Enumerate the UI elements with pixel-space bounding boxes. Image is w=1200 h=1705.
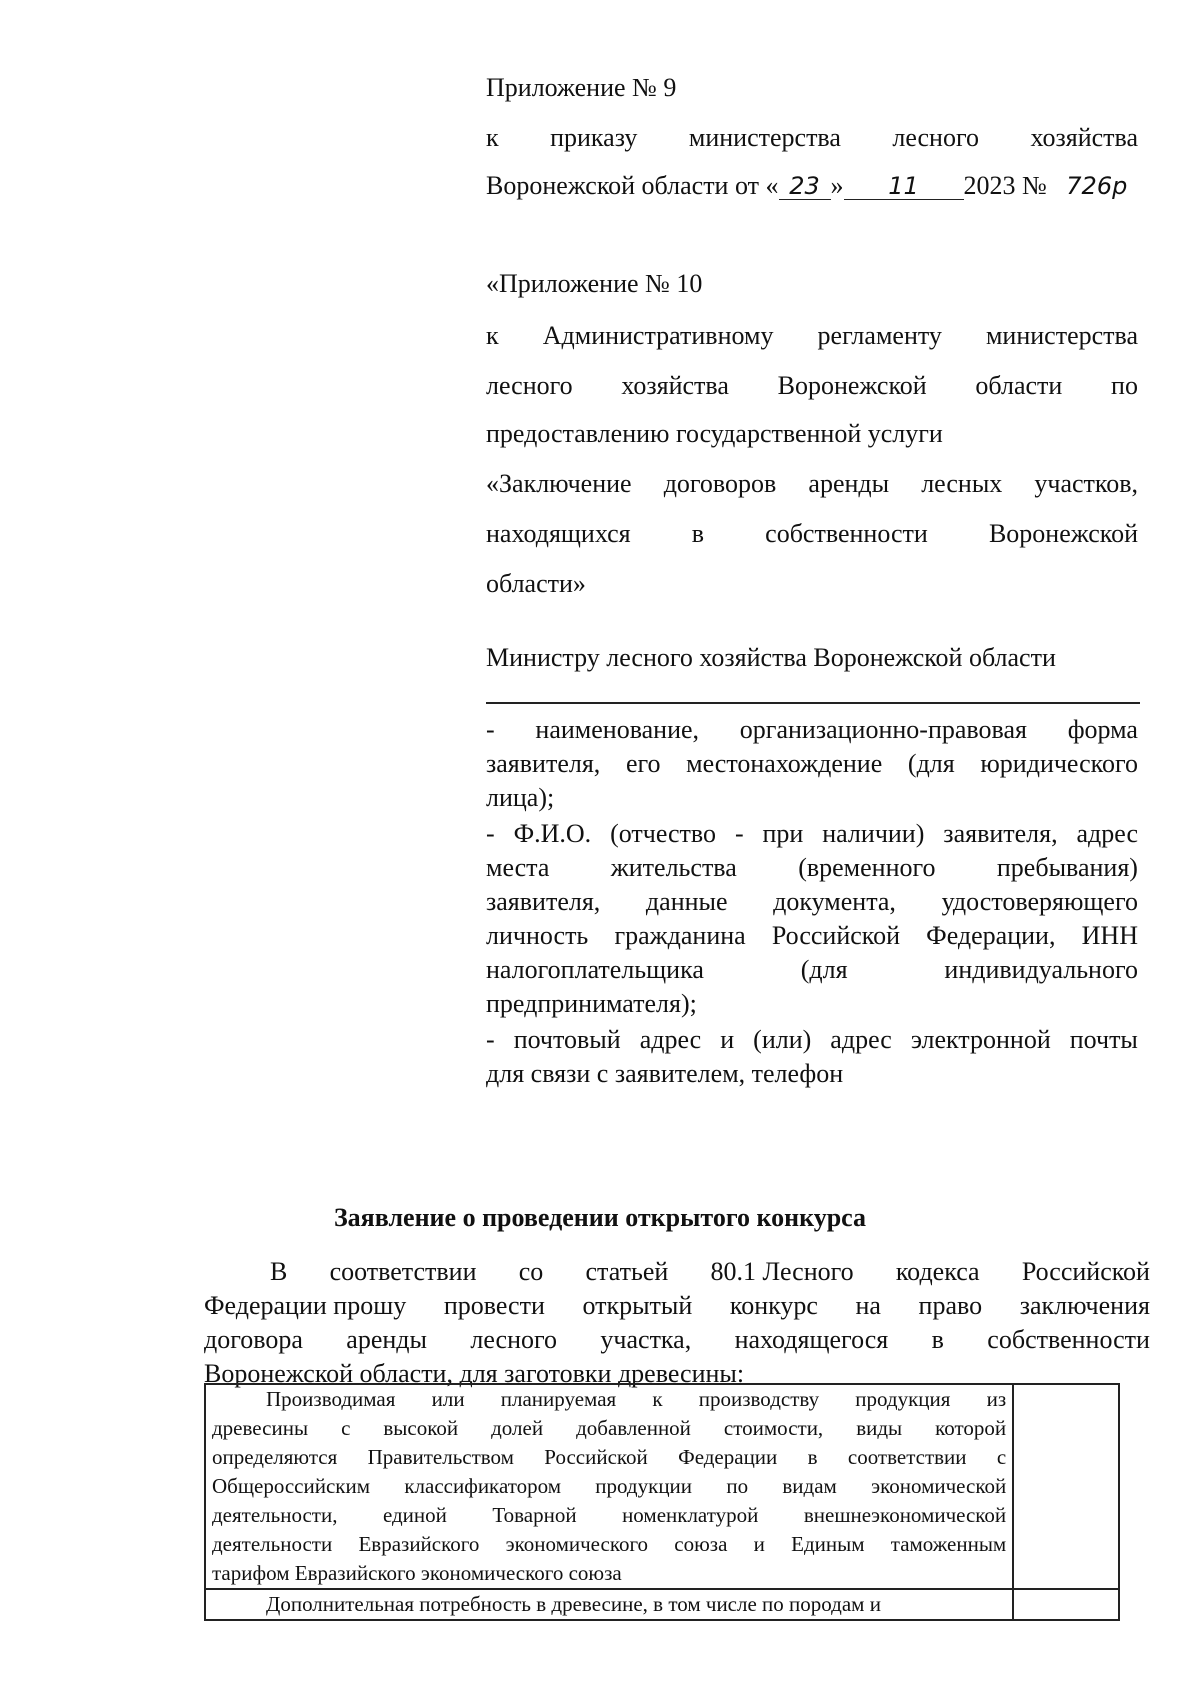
text-line (212, 1501, 1006, 1530)
order-line-2 (486, 170, 1138, 202)
text-word: Воронежской (777, 371, 927, 400)
text-word: адрес (830, 1025, 892, 1054)
text-word: которой (935, 1416, 1007, 1440)
text-word: Российской (544, 1445, 648, 1469)
text-word: «Заключение (486, 469, 632, 498)
text-word: аренды (808, 469, 890, 498)
text-word: почты (1069, 1025, 1138, 1054)
text-word: (для (907, 749, 955, 778)
text-word: (отчество (610, 819, 717, 848)
appendix-9-title: Приложение № 9 (486, 73, 677, 102)
text-word: или (431, 1387, 465, 1411)
text-line (212, 1414, 1006, 1443)
text-word: заявителя, (486, 887, 601, 916)
order-date-prefix: Воронежской области от « (486, 171, 779, 200)
order-number-handwritten: 726р (1066, 172, 1128, 200)
text-word: хозяйства (1030, 123, 1138, 152)
text-word: министерства (688, 123, 841, 152)
text-line: тарифом Евразийского экономического союза (212, 1561, 622, 1585)
text-word: экономической (871, 1474, 1007, 1498)
text-word: области (975, 371, 1063, 400)
text-word: 80.1 Лесного (710, 1257, 854, 1286)
text-word: Административному (542, 321, 774, 350)
text-word: местонахождение (686, 749, 883, 778)
text-word: находящихся (486, 519, 631, 548)
statement-title: Заявление о проведении открытого конкурса (333, 1203, 867, 1232)
text-word: соответствии (847, 1445, 967, 1469)
table-cell-value (1013, 1384, 1119, 1589)
table-cell-description (205, 1384, 1013, 1589)
text-word: - (486, 715, 495, 744)
text-word: находящегося (734, 1325, 889, 1354)
text-word: заключения (1019, 1291, 1150, 1320)
text-word: - (734, 819, 744, 848)
text-word: деятельности (212, 1532, 333, 1556)
text-word: аренды (346, 1325, 427, 1354)
order-month-handwritten: 11 (844, 173, 964, 200)
text-line (486, 748, 1138, 780)
text-word: внешнеэкономической (803, 1503, 1007, 1527)
text-line: для связи с заявителем, телефон (486, 1059, 844, 1088)
text-line: предпринимателя); (486, 989, 697, 1018)
text-word: из (986, 1387, 1007, 1411)
text-word: личность (486, 921, 589, 950)
text-word: (или) (753, 1025, 812, 1054)
text-line: области» (486, 569, 586, 598)
text-word: со (518, 1257, 544, 1286)
text-word: лесных (921, 469, 1003, 498)
text-line (486, 852, 1138, 884)
text-word: министерства (985, 321, 1138, 350)
text-line (486, 920, 1138, 952)
text-line: лица); (486, 783, 555, 812)
table-row (205, 1384, 1119, 1589)
text-line (204, 1290, 1150, 1322)
text-word: Евразийского (358, 1532, 480, 1556)
text-word: лесного (470, 1325, 558, 1354)
text-word: Российской (1021, 1257, 1150, 1286)
text-word: Российской (771, 921, 900, 950)
text-word: экономического (505, 1532, 649, 1556)
text-word: (для (800, 955, 848, 984)
text-word: ИНН (1081, 921, 1138, 950)
text-word: Товарной (492, 1503, 577, 1527)
text-word: Воронежской (988, 519, 1138, 548)
text-word: юридического (980, 749, 1138, 778)
text-word: приказу (550, 123, 638, 152)
text-word: организационно-правовая (739, 715, 1027, 744)
text-word: классификатором (404, 1474, 562, 1498)
order-day-handwritten: 23 (779, 173, 831, 200)
text-word: при (762, 819, 804, 848)
text-word: Федерации прошу (204, 1291, 407, 1320)
text-word: к (486, 321, 499, 350)
order-line-1 (486, 122, 1138, 154)
text-word: договоров (663, 469, 777, 498)
text-word: договора (204, 1325, 303, 1354)
text-word: собственности (765, 519, 928, 548)
text-word: по (1111, 371, 1138, 400)
text-word: Производимая (266, 1387, 396, 1411)
text-word: соответствии (329, 1257, 477, 1286)
text-line (212, 1443, 1006, 1472)
text-word: виды (856, 1416, 903, 1440)
text-line (212, 1385, 1006, 1414)
text-word: налогоплательщика (486, 955, 704, 984)
text-word: - (486, 819, 495, 848)
text-word: определяются (212, 1445, 338, 1469)
text-line (486, 714, 1138, 746)
order-year: 2023 № (963, 171, 1047, 200)
text-word: и (720, 1025, 735, 1054)
text-word: в (691, 519, 705, 548)
text-word: Ф.И.О. (513, 819, 592, 848)
text-word: кодекса (895, 1257, 980, 1286)
text-word: Единым (791, 1532, 865, 1556)
text-word: гражданина (614, 921, 746, 950)
text-line (212, 1530, 1006, 1559)
text-word: деятельности, (212, 1503, 338, 1527)
text-word: его (625, 749, 661, 778)
text-word: и (753, 1532, 765, 1556)
text-line (270, 1256, 1150, 1288)
fill-in-line (486, 702, 1140, 704)
text-word: адрес (639, 1025, 702, 1054)
text-word: Федерации (678, 1445, 778, 1469)
text-word: продукции (595, 1474, 693, 1498)
text-word: лесного (892, 123, 979, 152)
text-word: таможенным (890, 1532, 1007, 1556)
text-word: Общероссийским (212, 1474, 371, 1498)
text-word: статьей (585, 1257, 669, 1286)
text-word: добавленной (576, 1416, 691, 1440)
text-line (486, 818, 1138, 850)
application-table (204, 1383, 1120, 1621)
text-word: Воронежской области, для заготовки древесины: (204, 1359, 745, 1388)
text-line: предоставлению государственной услуги (486, 419, 943, 448)
text-word: наличии) (822, 819, 925, 848)
text-word: электронной (910, 1025, 1051, 1054)
text-word: документа, (773, 887, 896, 916)
appendix-10-title: «Приложение № 10 (486, 269, 703, 298)
text-word: производству (698, 1387, 820, 1411)
text-word: Правительством (367, 1445, 514, 1469)
text-word: союза (674, 1532, 728, 1556)
text-word: с (341, 1416, 351, 1440)
text-word: на (855, 1291, 881, 1320)
text-word: адрес (1076, 819, 1138, 848)
text-line (204, 1324, 1150, 1356)
text-word: (временного (798, 853, 936, 882)
text-word: лесного (486, 371, 573, 400)
text-word: заявителя, (943, 819, 1058, 848)
text-line (486, 468, 1138, 500)
text-word: продукция (855, 1387, 951, 1411)
text-word: участка, (600, 1325, 692, 1354)
text-word: участков, (1034, 469, 1138, 498)
text-word: удостоверяющего (941, 887, 1138, 916)
text-word: в (931, 1325, 944, 1354)
text-word: единой (382, 1503, 447, 1527)
text-line (486, 1024, 1138, 1056)
text-word: заявителя, (486, 749, 601, 778)
text-word: жительства (610, 853, 737, 882)
text-word: хозяйства (621, 371, 729, 400)
addressee-minister: Министру лесного хозяйства Воронежской области (486, 643, 1056, 672)
text-word: право (918, 1291, 983, 1320)
table-cell-value (1013, 1589, 1119, 1620)
text-word: к (486, 123, 499, 152)
text-word: почтовый (513, 1025, 621, 1054)
text-line (486, 886, 1138, 918)
text-word: высокой (383, 1416, 459, 1440)
text-word: форма (1067, 715, 1138, 744)
text-word: места (486, 853, 550, 882)
text-word: Федерации, (926, 921, 1056, 950)
text-word: пребывания) (996, 853, 1138, 882)
text-word: долей (491, 1416, 544, 1440)
text-word: собственности (987, 1325, 1150, 1354)
text-line (212, 1472, 1006, 1501)
table-row (205, 1589, 1119, 1620)
text-word: планируемая (500, 1387, 617, 1411)
text-line: Дополнительная потребность в древесине, в том числе по породам и (266, 1592, 881, 1616)
text-word: в (807, 1445, 818, 1469)
text-word: стоимости, (723, 1416, 824, 1440)
text-word: открытый (582, 1291, 693, 1320)
text-word: - (486, 1025, 495, 1054)
text-word: В (270, 1257, 288, 1286)
text-word: по (726, 1474, 749, 1498)
text-word: к (652, 1387, 663, 1411)
table-cell-description (205, 1589, 1013, 1620)
text-word: наименование, (535, 715, 700, 744)
text-line (486, 370, 1138, 402)
text-word: с (996, 1445, 1007, 1469)
text-line (486, 954, 1138, 986)
order-date-mid: » (830, 171, 844, 200)
text-word: индивидуального (944, 955, 1138, 984)
text-line (486, 320, 1138, 352)
text-word: провести (443, 1291, 545, 1320)
text-word: конкурс (729, 1291, 818, 1320)
text-word: данные (645, 887, 728, 916)
text-word: регламенту (817, 321, 942, 350)
text-line (486, 518, 1138, 550)
text-word: древесины (212, 1416, 309, 1440)
text-word: номенклатурой (622, 1503, 759, 1527)
text-word: видам (782, 1474, 837, 1498)
